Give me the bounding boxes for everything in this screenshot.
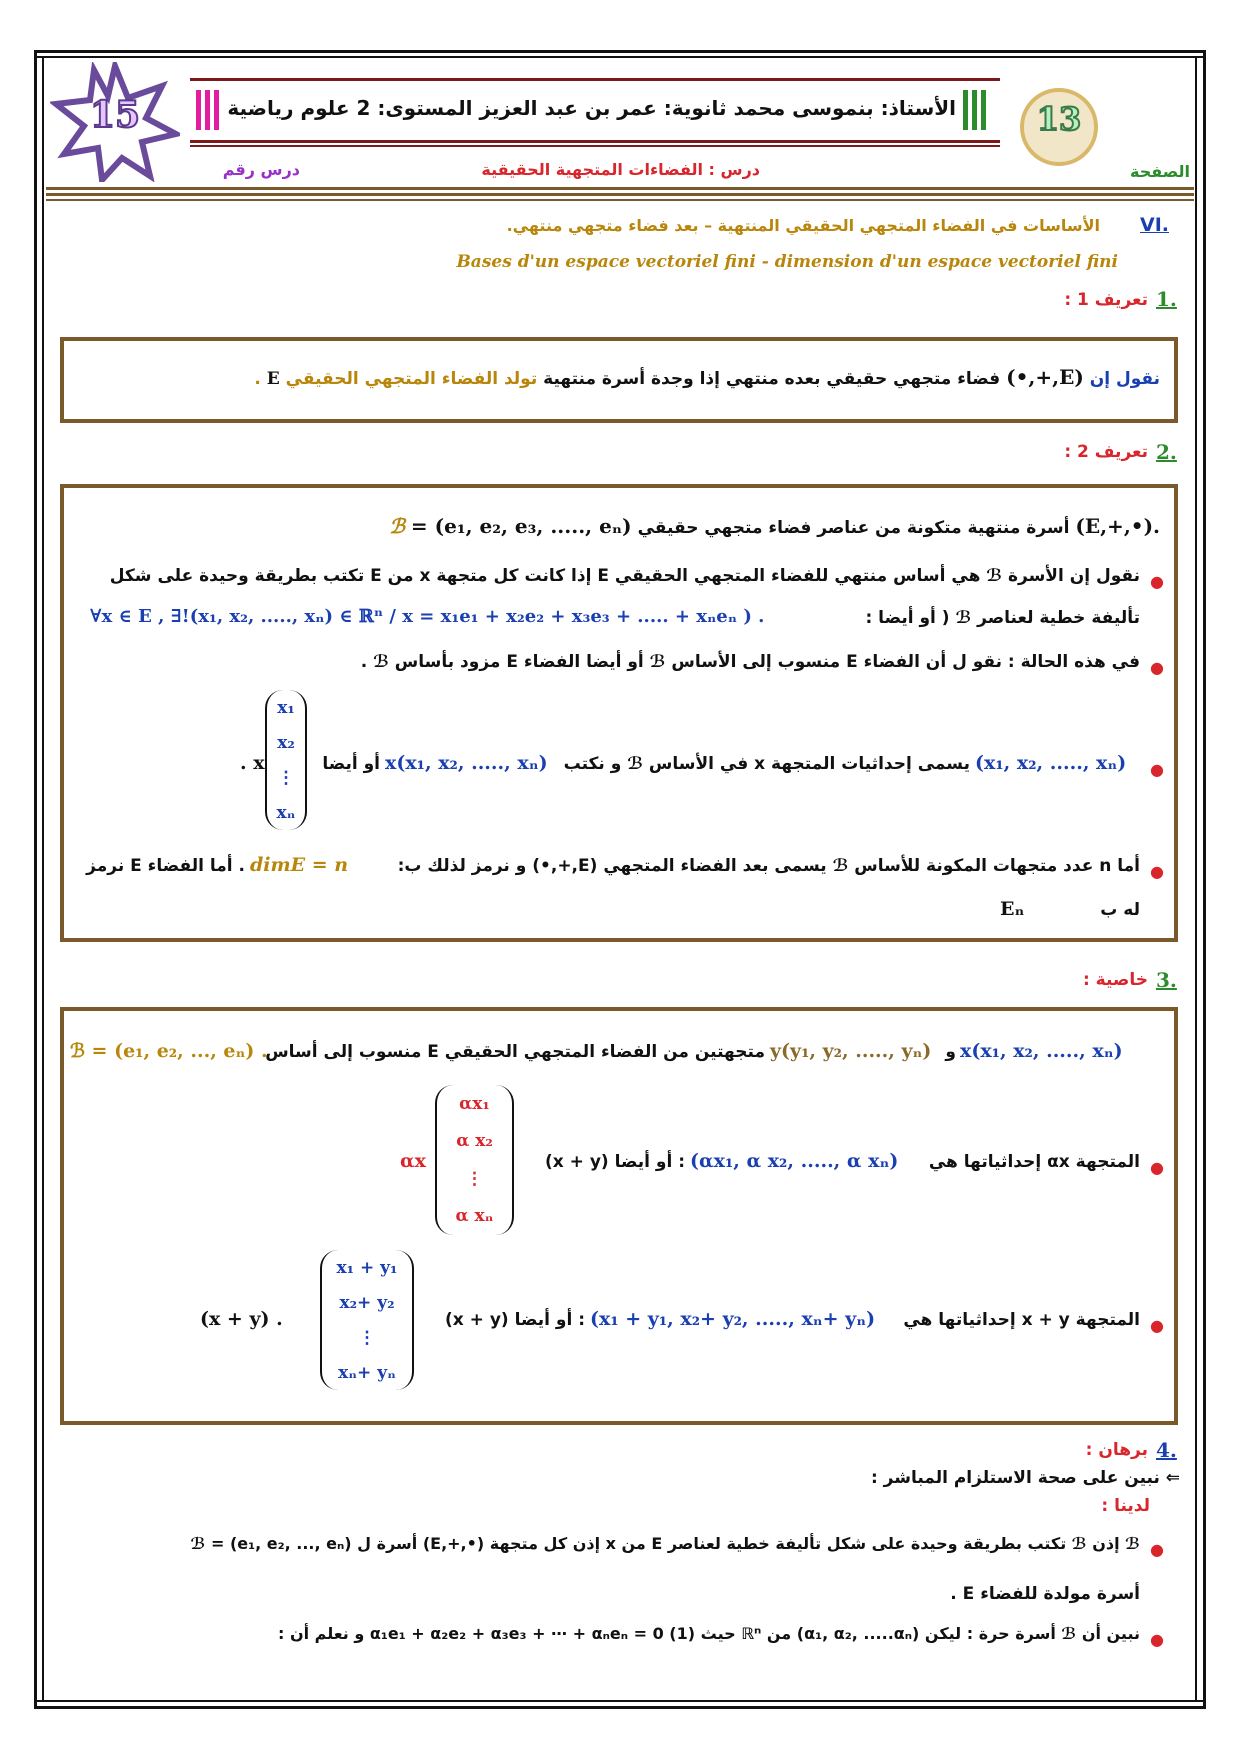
def2-b3-x-tuple: x(x₁, x₂, ....., xₙ) [385,752,548,774]
def2-b3-tuple: (x₁, x₂, ....., xₙ) [975,752,1127,774]
bullet-icon: ● [1150,1540,1164,1559]
prop-heading: خاصية : [1082,970,1148,990]
frame-left [34,50,37,1709]
frame-bottom-outer [34,1706,1206,1709]
bullet-icon: ● [1150,862,1164,881]
prop-alpha-matrix [435,1085,514,1235]
def2-b1-line1: نقول إن الأسرة ℬ هي أساس منتهي للفضاء المتجهي الحقيقي E إذا كانت كل متجهة x من E تكتب بطريقة وحيدة على شكل [109,566,1140,586]
frame-left-inner [42,58,44,1701]
matrix-entry: ⋮ [277,767,295,788]
def1-text [240,365,1160,389]
def2-b4-line1: أما n عدد متجهات المكونة للأساس ℬ يسمى بعد الفضاء المتجهي (E,+,•) و نرمز لذلك ب: [397,856,1140,876]
prop-sum-matrix [320,1250,414,1390]
def2-number: 2. [1156,440,1177,464]
def2-family-expr: = (e₁, e₂, e₃, ....., eₙ) [410,514,632,538]
def2-coords-matrix [265,690,307,830]
def1-space: E [266,369,280,389]
header-divider [46,199,1194,201]
def1-end: . [254,369,261,389]
header-rule-mid [190,140,1000,143]
def2-b1-line2: تأليفة خطية لعناصر ℬ ( أو أيضا : [865,608,1140,628]
deco-bar [972,90,977,130]
proof-we-have: لدينا : [1101,1496,1150,1516]
lesson-number-label: درس رقم [222,160,300,179]
matrix-entry: ⋮ [466,1168,483,1189]
def2-En: Eₙ [1000,898,1025,920]
def2-b3-x-label: . x [240,752,265,774]
header-rule-top [190,78,1000,81]
proof-direct: ⇐ نبين على صحة الاستلزام المباشر : [870,1468,1180,1488]
def2-b4-line2: له ب [1100,900,1140,920]
section-title-ar: الأساسات في الفضاء المتجهي الحقيقي المنتهية – بعد فضاء متجهي منتهي. [506,216,1100,235]
prop-b2-or: (x + y) أو أيضا : [445,1310,585,1330]
prop-number: 3. [1156,968,1177,992]
section-title-fr: Bases d'un espace vectoriel fini - dimension d'un espace vectoriel fini [456,252,1118,272]
matrix-entry: x₁ [277,697,295,718]
proof-b1-line2: أسرة مولدة للفضاء E . [950,1584,1140,1604]
prop-x-tuple: x(x₁, x₂, ....., xₙ) [960,1040,1123,1062]
matrix-entry: α xₙ [455,1206,494,1227]
proof-heading: برهان : [1085,1440,1148,1460]
proof-b1-line1: ℬ = (e₁, e₂, ..., eₙ) أسرة ل (E,+,•) إذن كل متجهة x من E تكتب بطريقة وحيدة على شكل تأليفة خطية لعناصر ℬ إذن ℬ [190,1534,1140,1553]
prop-alpha-label: αx [400,1150,426,1172]
frame-top-outer [34,50,1206,53]
section-numeral: VI. [1140,214,1169,236]
deco-bar [981,90,986,130]
def1-text-c: تولد الفضاء المتجهي الحقيقي [285,369,538,389]
frame-top-inner [34,56,1206,58]
matrix-entry: x₂+ y₂ [339,1292,395,1313]
def2-b3-or: أو أيضا [322,754,380,774]
prop-sum-label: (x + y) . [200,1308,283,1330]
def2-family-line: أسرة منتهية متكونة من عناصر فضاء متجهي حقيقي [637,518,1070,538]
deco-bar [196,90,201,130]
proof-b2: نبين أن ℬ أسرة حرة : ليكن (α₁, α₂, .....αₙ) من ℝⁿ حيث α₁e₁ + α₂e₂ + α₃e₃ + ⋯ + αₙeₙ = 0 (1) و نعلم أن : [277,1624,1140,1643]
deco-bar [963,90,968,130]
def2-basis-symbol: ℬ [389,514,405,538]
def2-b2: في هذه الحالة : نقو ل أن الفضاء E منسوب إلى الأساس ℬ أو أيضا الفضاء E مزود بأساس ℬ . [360,652,1140,672]
deco-bar [214,90,219,130]
page-label: الصفحة [1129,162,1190,181]
lesson-title: درس : الفضاءات المتجهية الحقيقية [481,160,760,179]
matrix-entry: xₙ+ yₙ [338,1362,396,1383]
bullet-icon: ● [1150,760,1164,779]
prop-y-tuple: y(y₁, y₂, ....., yₙ) [770,1040,932,1062]
proof-number: 4. [1156,1438,1177,1462]
bullet-icon: ● [1150,1630,1164,1649]
prop-b1-text: المتجهة αx إحداثياتها هي [928,1152,1140,1172]
bullet-icon: ● [1150,658,1164,677]
matrix-entry: ⋮ [358,1327,376,1348]
def1-text-a: نقول إن [1089,369,1160,389]
deco-bar [205,90,210,130]
matrix-entry: x₂ [277,732,295,753]
teacher-line: الأستاذ: بنموسى محمد ثانوية: عمر بن عبد العزيز المستوى: 2 علوم رياضية [227,96,956,120]
header-rule-mid2 [190,145,1000,147]
def2-heading: تعريف 2 : [1064,442,1148,462]
frame-bottom-inner [34,1700,1206,1702]
bullet-icon: ● [1150,572,1164,591]
header-divider [46,187,1194,190]
bullet-icon: ● [1150,1316,1164,1335]
prop-b2-text: المتجهة x + y إحداثياتها هي [903,1310,1140,1330]
def1-structure: (E,+,•) [1006,365,1084,389]
prop-line1: متجهتين من الفضاء المتجهي الحقيقي E منسوب إلى أساس [265,1042,765,1062]
matrix-entry: αx₁ [459,1093,490,1114]
prop-b1-tuple: (αx₁, α x₂, ....., α xₙ) [690,1150,899,1172]
prop-b2-tuple: (x₁ + y₁, x₂+ y₂, ....., xₙ+ yₙ) [590,1308,876,1330]
frame-right [1203,50,1206,1709]
prop-b1-or: (x + y) أو أيضا : [545,1152,685,1172]
matrix-entry: α x₂ [456,1131,493,1152]
prop-box [60,1007,1178,1425]
def1-text-b: فضاء متجهي حقيقي بعده منتهي إذا وجدة أسرة منتهية [543,369,1001,389]
header-divider [46,193,1194,196]
def1-heading: تعريف 1 : [1064,290,1148,310]
def2-b4-end: . أما الفضاء E نرمز [86,856,245,876]
prop-and: و [945,1042,956,1062]
prop-basis-expr: ℬ = (e₁, e₂, ..., eₙ) . [70,1040,268,1062]
def2-dim-expr: dimE = n [250,854,349,876]
lesson-number: 15 [89,94,141,136]
def2-b3-text: يسمى إحداثيات المتجهة x في الأساس ℬ و نكتب [563,754,970,774]
page-number: 13 [1036,100,1082,138]
matrix-entry: x₁ + y₁ [336,1257,398,1278]
matrix-entry: xₙ [276,802,296,823]
def2-family: ℬ = (e₁, e₂, e₃, ....., eₙ) أسرة منتهية متكونة من عناصر فضاء متجهي حقيقي (E,+,•). [389,514,1160,538]
frame-right-inner [1195,58,1197,1701]
def2-b1-formula: ∀x ∈ E , ∃!(x₁, x₂, ....., xₙ) ∈ ℝⁿ / x = x₁e₁ + x₂e₂ + x₃e₃ + ..... + xₙeₙ ) . [90,606,765,627]
bullet-icon: ● [1150,1158,1164,1177]
def1-number: 1. [1156,287,1177,311]
